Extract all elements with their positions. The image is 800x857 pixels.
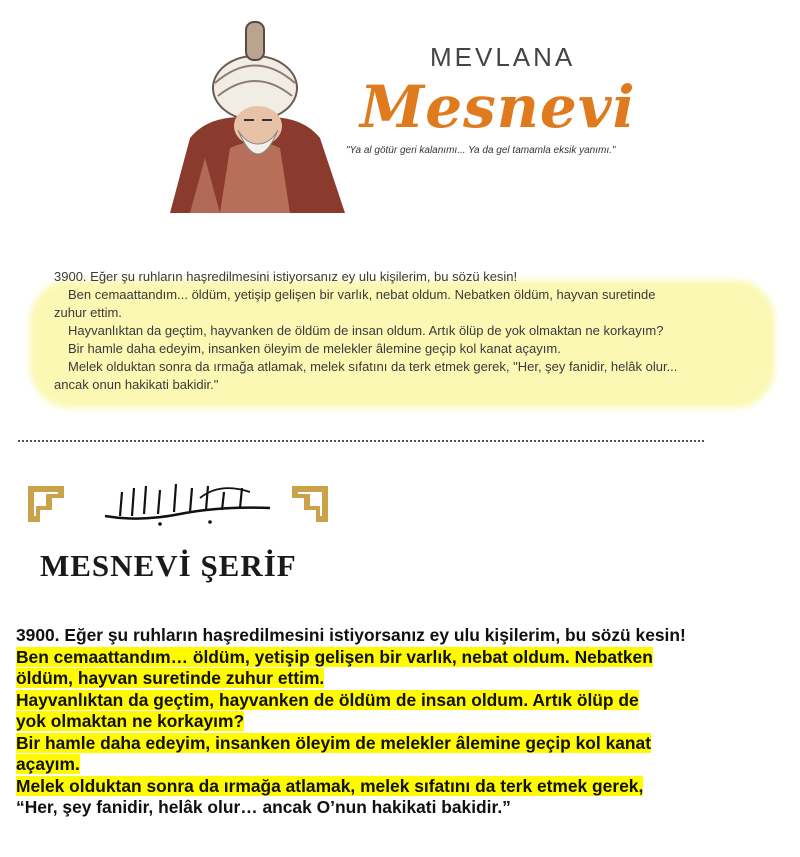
highlighted-line: yok olmaktan ne korkayım? — [16, 711, 245, 731]
scan-line: Bir hamle daha edeyim, insanken öleyim de melekler âlemine geçip kol kanat açayım. — [68, 341, 561, 356]
scanned-text-block — [30, 262, 775, 410]
banner — [160, 18, 636, 218]
scan-line: Melek olduktan sonra da ırmağa atlamak, melek sıfatını da terk etmek gerek, "Her, şey fanidir, helâk olur... — [68, 359, 678, 374]
text-line: “Her, şey fanidir, helâk olur… ancak O’nun hakikati bakidir.” — [16, 797, 511, 817]
brand-top-text: MEVLANA — [430, 42, 576, 72]
text-line: 3900. Eğer şu ruhların haşredilmesini istiyorsanız ey ulu kişilerim, bu sözü kesin! — [16, 625, 686, 645]
highlighted-line: açayım. — [16, 754, 80, 774]
highlighted-line: Melek olduktan sonra da ırmağa atlamak, melek sıfatını da terk etmek gerek, — [16, 775, 644, 796]
highlighted-line: Bir hamle daha edeyim, insanken öleyim de melekler âlemine geçip kol kanat — [16, 732, 652, 753]
dotted-divider — [18, 440, 704, 442]
highlighted-line: öldüm, hayvan suretinde zuhur ettim. — [16, 668, 325, 688]
basmala-calligraphy-icon — [100, 478, 275, 530]
scan-text — [54, 268, 774, 394]
scan-line: 3900. Eğer şu ruhların haşredilmesini istiyorsanız ey ulu kişilerim, bu sözü kesin! — [54, 269, 518, 284]
scan-line: Hayvanlıktan da geçtim, hayvanken de öldüm de insan oldum. Artık ölüp de yok olmaktan ne korkayım? — [68, 323, 664, 338]
scan-line: Ben cemaattandım... öldüm, yetişip gelişen bir varlık, nebat oldum. Nebatken öldüm, hayvan suretinde — [68, 287, 656, 302]
highlighted-line: Ben cemaattandım… öldüm, yetişip gelişen bir varlık, nebat oldum. Nebatken — [16, 646, 653, 667]
ornament-icon — [290, 484, 330, 524]
ornament-icon — [26, 484, 66, 524]
mevlana-portrait-image — [160, 18, 350, 213]
brand-quote: "Ya al götür geri kalanımı... Ya da gel tamamla eksik yanımı." — [346, 145, 616, 156]
highlighted-line: Hayvanlıktan da geçtim, hayvanken de öldüm de insan oldum. Artık ölüp de — [16, 689, 639, 710]
page-title: MESNEVİ ŞERİF — [40, 548, 297, 583]
main-text — [16, 625, 786, 819]
brand-main-text: Mesnevi — [360, 73, 636, 141]
scan-line: zuhur ettim. — [54, 305, 122, 320]
scan-line: ancak onun hakikati bakidir." — [54, 377, 219, 392]
